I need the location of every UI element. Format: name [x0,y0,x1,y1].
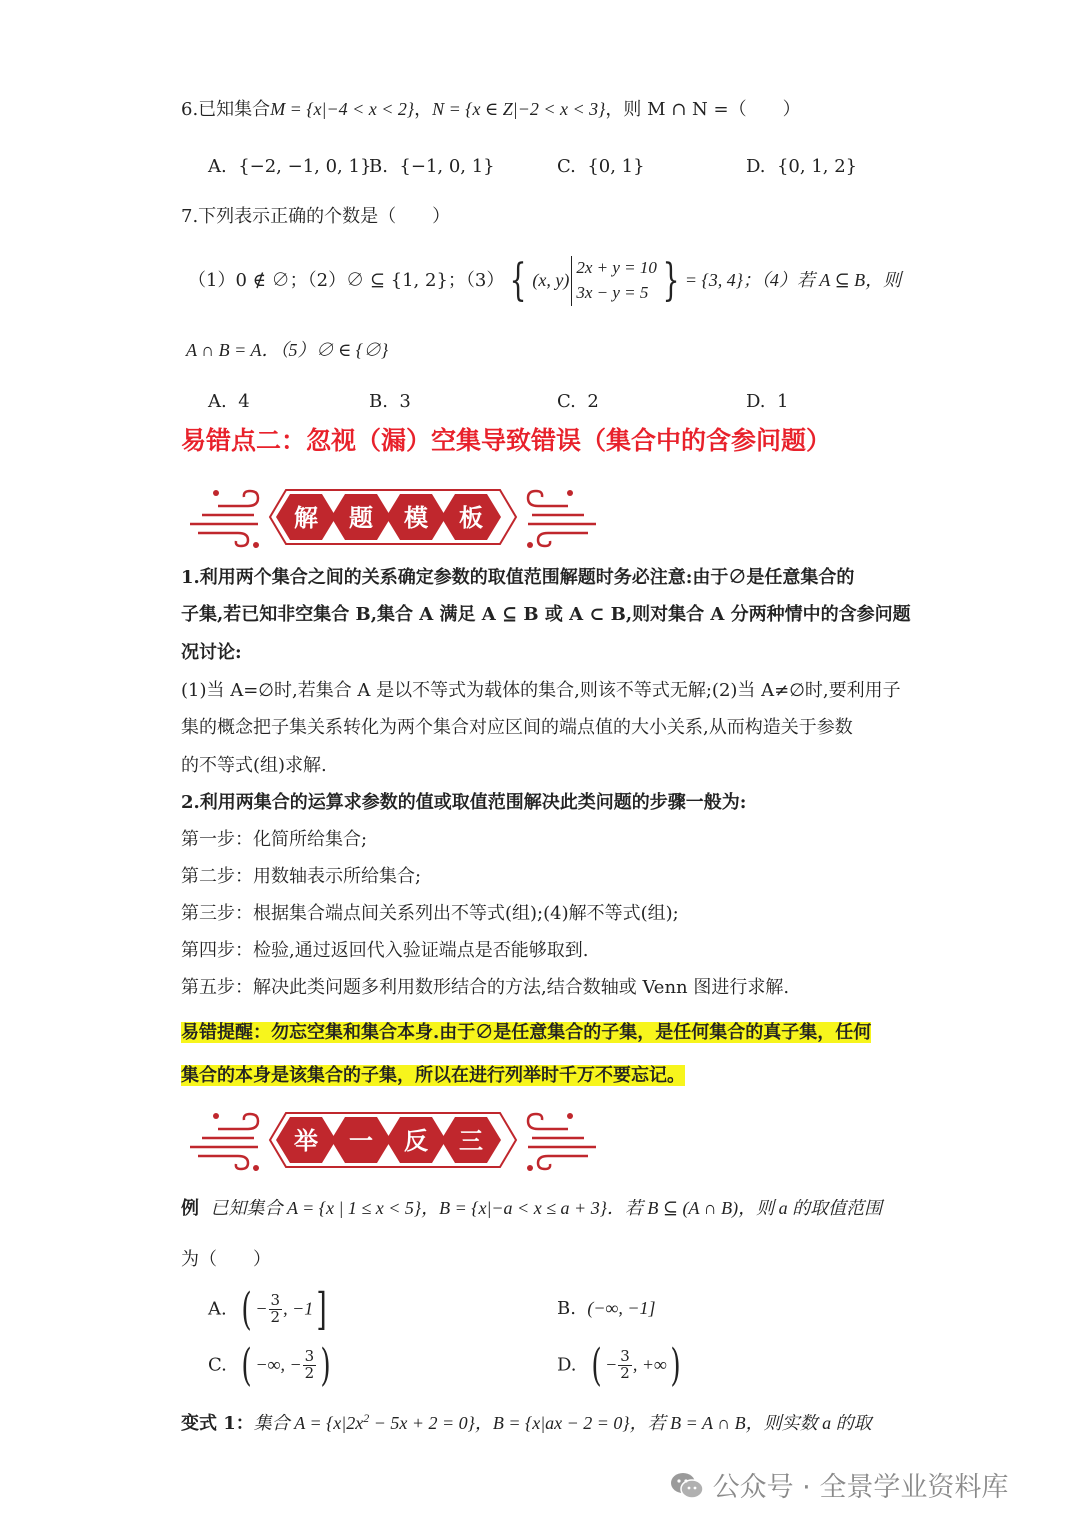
option-text: {0, 1} [587,156,645,177]
template-p2-line1: (1)当 A=∅时,若集合 A 是以不等式为载体的集合,则该不等式无解;(2)当 A≠∅时,要利用子 [181,680,901,701]
option-label: B. [369,156,388,177]
q6-set-n: N = {x ∈ Z|−2 < x < 3} [432,99,606,119]
option-text: 3 [399,391,411,412]
dot-icon [567,1113,573,1119]
q6-option-d[interactable] [746,156,857,177]
banner-char: 模 [404,504,428,532]
paren-close: ) [320,1340,331,1391]
option-label: B. [369,391,388,412]
denominator: 2 [270,1308,281,1326]
numerator: 3 [304,1347,315,1366]
q6-option-a[interactable] [208,156,371,177]
template-step3: 第三步：根据集合端点间关系列出不等式(组);(4)解不等式(组); [181,903,679,924]
option-head: −∞, − [255,1354,302,1375]
paren-open: ( [591,1340,602,1391]
brace-open: { [509,255,527,306]
paren-open: ( [241,1284,252,1335]
q6-ask: ，则 M ∩ N =（ ） [605,99,801,120]
example-option-b[interactable] [557,1298,656,1319]
q7-stem: 7.下列表示正确的个数是（ ） [181,206,451,227]
paren-open: ( [241,1340,253,1391]
minus-sign: − [605,1354,618,1375]
bracket-close: ] [316,1284,327,1335]
template-step1: 第一步：化简所给集合; [181,829,368,850]
brace-close: } [662,255,680,306]
banner-char: 题 [349,504,373,532]
q7-option-c[interactable] [557,391,599,412]
q6-option-b[interactable] [369,156,495,177]
fraction [269,1293,283,1326]
numerator: 3 [620,1347,630,1366]
option-label: C. [208,1354,227,1376]
example-stem-cont: 为（ ） [181,1249,271,1270]
q6-sep: ， [414,99,433,120]
option-text: {−2, −1, 0, 1} [238,156,372,177]
swirl-left-icon [190,1114,258,1169]
swirl-left-icon [190,491,258,546]
swirl-right-icon [528,1114,596,1169]
swirl-right-icon [528,491,596,546]
example-option-d[interactable] [557,1340,684,1391]
option-label: D. [746,156,766,177]
option-tail: , −1 [283,1298,314,1319]
option-tail: , +∞ [632,1354,667,1375]
dot-icon [253,542,259,548]
dot-icon [253,1165,259,1171]
template-step4: 第四步：检验,通过返回代入验证端点是否能够取到. [181,940,589,961]
watermark-text: 公众号 · 全景学业资料库 [712,1472,1009,1503]
q7-item3-right: = {3, 4}；（4）若 A ⊆ B，则 [684,270,902,290]
section-title: 易错点二：忽视（漏）空集导致错误（集合中的含参问题） [181,426,832,455]
q7-item1: （1）0 ∉ ∅；（2）∅ ⊆ {1, 2}；（3） [188,270,505,291]
option-text: 1 [776,391,789,412]
warning-highlight: 集合的本身是该集合的子集，所以在进行列举时千万不要忘记。 [181,1065,685,1086]
template-p1-line3: 况讨论: [181,642,242,663]
minus-sign: − [255,1298,268,1319]
option-text: 2 [587,391,599,412]
superscript: 2 [363,1411,370,1425]
option-label: A. [208,156,227,177]
banner-char: 举 [294,1127,318,1155]
q7-items [188,250,901,311]
q7-option-a[interactable] [208,391,250,412]
warning-highlight: 易错提醒：勿忘空集和集合本身.由于∅是任意集合的子集，是任何集合的真子集，任何 [181,1022,872,1043]
option-label: C. [557,156,576,177]
banner-char: 三 [459,1127,483,1155]
template-step2: 第二步：用数轴表示所给集合; [181,866,422,887]
denominator: 2 [620,1364,630,1382]
option-label: A. [208,391,227,412]
q6-set-m: M = {x|−4 < x < 2} [270,99,415,119]
q7-pair: (x, y) [532,270,570,290]
template-p1-line1: 1.利用两个集合之间的关系确定参数的取值范围解题时务必注意:由于∅是任意集合的 [181,567,855,588]
warning-line1 [181,1020,871,1046]
banner-example [188,1105,598,1175]
option-label: B. [557,1298,576,1319]
option-text: {0, 1, 2} [776,156,858,177]
option-text: 4 [238,391,250,412]
example-option-c[interactable] [208,1340,334,1391]
q7-option-b[interactable] [369,391,411,412]
variant-1 [181,1411,872,1435]
dot-icon [213,1113,219,1119]
template-step5: 第五步：解决此类问题多利用数形结合的方法,结合数轴或 Venn 图进行求解. [181,977,790,998]
template-p2-line2: 集的概念把子集关系转化为两个集合对应区间的端点值的大小关系,从而构造关于参数 [181,717,853,738]
dot-icon [527,1165,533,1171]
variant-text-suffix: − 5x + 2 = 0}，B = {x|ax − 2 = 0}，若 B = A ∩ B，则实数 a 的取 [369,1413,872,1433]
paren-close: ) [670,1340,681,1391]
banner-char: 一 [349,1127,373,1155]
wechat-icon [670,1472,704,1500]
q6-prefix: 6.已知集合 [181,99,271,120]
option-text: (−∞, −1] [587,1298,656,1318]
banner-char: 解 [294,504,318,532]
example-text: 已知集合 A = {x | 1 ≤ x < 5}，B = {x|−a < x ≤ a + 3}．若 B ⊆ (A ∩ B)，则 a 的取值范围 [210,1198,883,1218]
option-text: {−1, 0, 1} [399,156,495,177]
denominator: 2 [304,1364,315,1382]
template-p3: 2.利用两集合的运算求参数的值或取值范围解决此类问题的步骤一般为: [181,792,747,813]
q7-eq1: 2x + y = 10 [576,258,657,278]
variant-text-prefix: 集合 A = {x|2x [253,1413,364,1433]
option-label: A. [208,1298,227,1320]
example-stem [181,1198,882,1220]
q6-option-c[interactable] [557,156,645,177]
numerator: 3 [270,1291,281,1310]
q7-option-d[interactable] [746,391,788,412]
q7-item4: A ∩ B = A．（5）∅ ∈ {∅} [186,340,389,360]
q7-eq2: 3x − y = 5 [576,283,649,302]
dot-icon [527,542,533,548]
banner-char: 板 [459,504,483,532]
q6-stem [181,99,801,121]
watermark [670,1465,1008,1504]
fraction [618,1349,632,1382]
banner-char: 反 [404,1127,428,1155]
fraction [303,1349,317,1382]
example-option-a[interactable] [208,1284,330,1335]
option-label: C. [557,391,576,412]
warning-line2 [181,1063,685,1089]
q7-system [571,256,657,305]
variant-tag: 变式 1： [181,1413,254,1434]
template-p1-line2: 子集,若已知非空集合 B,集合 A 满足 A ⊆ B 或 A ⊂ B,则对集合 A 分两种情中的含参问题 [181,604,911,625]
template-p2-line3: 的不等式(组)求解. [181,755,327,776]
dot-icon [567,490,573,496]
option-label: D. [557,1354,577,1376]
example-tag: 例 [181,1198,199,1219]
dot-icon [213,490,219,496]
option-label: D. [746,391,766,412]
banner-template [188,482,598,552]
